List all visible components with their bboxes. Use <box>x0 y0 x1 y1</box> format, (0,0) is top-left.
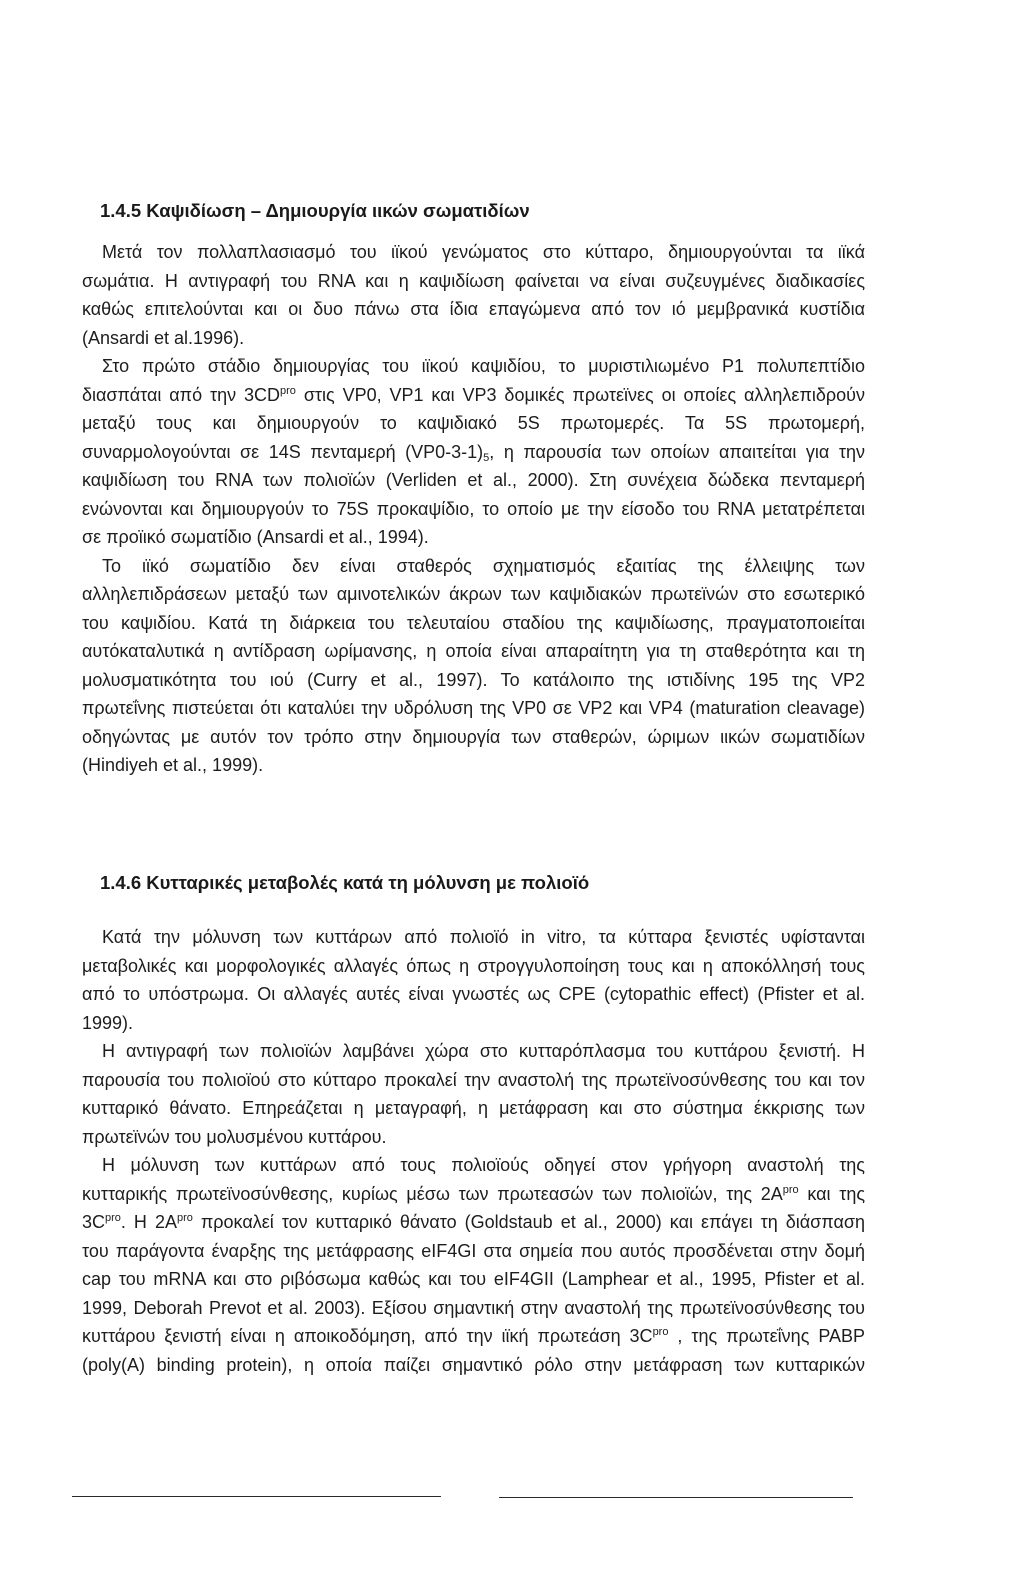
text-line: (Hindiyeh et al., 1999). <box>82 755 264 775</box>
text-segment: και της <box>798 1183 866 1204</box>
text-segment: στις VP0, VP1 και VP3 δομικές πρωτεϊνες οι οποίες αλληλεπιδρούν <box>295 384 865 405</box>
text-line: αυτόκαταλυτικά η αντίδραση ωρίμανσης, η οποία είναι απαραίτητη για τη σταθερότητα και τη <box>82 641 865 661</box>
text-line: Η αντιγραφή των πολιοϊών λαμβάνει χώρα στο κυτταρόπλασμα του κυττάρου ξενιστή. Η <box>102 1041 865 1061</box>
superscript: pro <box>782 1183 799 1196</box>
text-line: (Ansardi et al.1996). <box>82 327 245 348</box>
text-line: 1999, Deborah Prevot et al. 2003). Εξίσου σημαντική στην αναστολή της πρωτεϊνοσύνθεσης του <box>82 1297 865 1318</box>
text-line: μεταβολικές και μορφολογικές αλλαγές όπως η στρογγυλοποίηση τους και η αποκόλλησή τους <box>82 955 865 976</box>
text-line: Κατά την μόλυνση των κυττάρων από πολιοϊό in vitro, τα κύτταρα ξενιστές υφίστανται <box>102 927 865 947</box>
superscript: pro <box>176 1212 193 1224</box>
text-line: σωμάτια. Η αντιγραφή του RNA και η καψιδίωση φαίνεται να είναι συζευγμένες διαδικασίες <box>82 270 865 291</box>
text-line: cap του mRNA και στο ριβόσωμα καθώς και του eIF4GII (Lamphear et al., 1995, Pfister et al. <box>82 1269 865 1289</box>
text-segment: διασπάται από την 3CD <box>82 384 281 405</box>
text-line: 1999). <box>82 1012 134 1033</box>
text-line: καθώς επιτελούνται και οι δυο πάνω στα ίδια επαγώμενα από τον ιό μεμβρανικά κυστίδια <box>82 299 865 319</box>
text-segment: συναρμολογούνται σε 14S πενταμερή (VP0-3-1) <box>82 441 484 462</box>
text-line <box>82 381 866 410</box>
text-line: του καψιδίου. Κατά τη διάρκεια του τελευταίου σταδίου της καψιδίωσης, πραγματοποιείται <box>82 612 865 633</box>
text-segment: , της πρωτεΐνης PABP <box>668 1326 866 1346</box>
paragraph <box>82 552 866 780</box>
text-line: (poly(A) binding protein), η οποία παίζει σημαντικό ρόλο στην μετάφραση των κυτταρικών <box>82 1354 865 1375</box>
subscript: 5 <box>483 451 490 464</box>
text-segment: προκαλεί τον κυτταρικό θάνατο (Goldstaub et al., 2000) και επάγει τη διάσπαση <box>192 1212 865 1232</box>
superscript: pro <box>652 1326 669 1338</box>
text-line <box>82 1322 866 1351</box>
text-segment: κυττάρου ξενιστή είναι η αποικοδόμηση, από την ιϊκή πρωτεάση 3C <box>82 1326 653 1346</box>
superscript: pro <box>280 384 296 397</box>
text-line <box>82 438 866 467</box>
text-line: μεταξύ τους και δημιουργούν το καψιδιακό 5S πρωτομερές. Τα 5S πρωτομερή, <box>82 413 865 433</box>
text-line: Το ιϊκό σωματίδιο δεν είναι σταθερός σχηματισμός εξαιτίας της έλλειψης των <box>102 555 865 576</box>
text-line <box>82 1208 866 1237</box>
text-line: από το υπόστρωμα. Οι αλλαγές αυτές είναι γνωστές ως CPE (cytopathic effect) (Pfister et al. <box>82 984 865 1004</box>
paragraph <box>82 352 866 552</box>
text-line <box>82 1180 866 1209</box>
text-segment: 3C <box>82 1212 106 1232</box>
section-body <box>82 923 866 1379</box>
text-line: καψιδίωση του RNA των πολιοϊών (Verliden et al., 2000). Στη συνέχεια δώδεκα πενταμερή <box>82 470 865 490</box>
text-segment: . Η 2A <box>120 1212 177 1232</box>
text-line: μολυσματικότητα του ιού (Curry et al., 1997). Το κατάλοιπο της ιστιδίνης 195 της VP2 <box>82 669 865 690</box>
text-line: οδηγώντας με αυτόν τον τρόπο στην δημιουργία των σταθερών, ώριμων ιικών σωματιδίων <box>82 726 865 747</box>
text-segment: , η παρουσία των οποίων απαιτείται για την <box>489 441 865 462</box>
paragraph <box>82 1037 866 1151</box>
section-heading: 1.4.6 Κυτταρικές μεταβολές κατά τη μόλυνση με πολιοϊό <box>100 872 590 893</box>
text-line: πρωτεΐνης πιστεύεται ότι καταλύει την υδρόλυση της VP0 σε VP2 και VP4 (maturation cleavage) <box>82 698 865 718</box>
text-line: Στο πρώτο στάδιο δημιουργίας του ιϊκού καψιδίου, το μυριστιλιωμένο P1 πολυπεπτίδιο <box>102 356 865 376</box>
text-segment: κυτταρικής πρωτεϊνοσύνθεσης, κυρίως μέσω των πρωτεασών των πολιοϊών, της 2A <box>82 1183 783 1204</box>
text-line: παρουσία του πολιοϊού στο κύτταρο προκαλεί την αναστολή της πρωτεϊνοσύνθεσης του και τον <box>82 1069 865 1090</box>
text-line: κυτταρικό θάνατο. Επηρεάζεται η μεταγραφή, η μετάφραση και στο σύστημα έκκρισης των <box>82 1098 865 1118</box>
footer-rule-left <box>72 1496 441 1497</box>
text-line: ενώνονται και δημιουργούν το 75S προκαψίδιο, το οποίο με την είσοδο του RNA μετατρέπεται <box>82 498 865 519</box>
section-heading: 1.4.5 Καψιδίωση – Δημιουργία ιικών σωματιδίων <box>100 200 530 221</box>
text-line: Μετά τον πολλαπλασιασμό του ιϊκού γενώματος στο κύτταρο, δημιουργούνται τα ιϊκά <box>102 242 865 262</box>
text-line: σε προϊικό σωματίδιο (Ansardi et al., 1994). <box>82 527 429 547</box>
text-line: αλληλεπιδράσεων μεταξύ των αμινοτελικών άκρων των καψιδιακών πρωτεϊνών στο εσωτερικό <box>82 584 865 604</box>
paragraph <box>82 923 866 1037</box>
paragraph <box>82 1151 866 1379</box>
paragraph <box>82 238 866 352</box>
footer-rule-right <box>499 1497 853 1498</box>
section-body <box>82 238 866 780</box>
text-line: Η μόλυνση των κυττάρων από τους πολιοϊούς οδηγεί στον γρήγορη αναστολή της <box>102 1155 865 1175</box>
text-line: του παράγοντα έναρξης της μετάφρασης eIF4GI στα σημεία που αυτός προσδένεται στην δομή <box>82 1240 865 1261</box>
superscript: pro <box>105 1212 121 1224</box>
text-line: πρωτεϊνών του μολυσμένου κυττάρου. <box>82 1126 387 1147</box>
